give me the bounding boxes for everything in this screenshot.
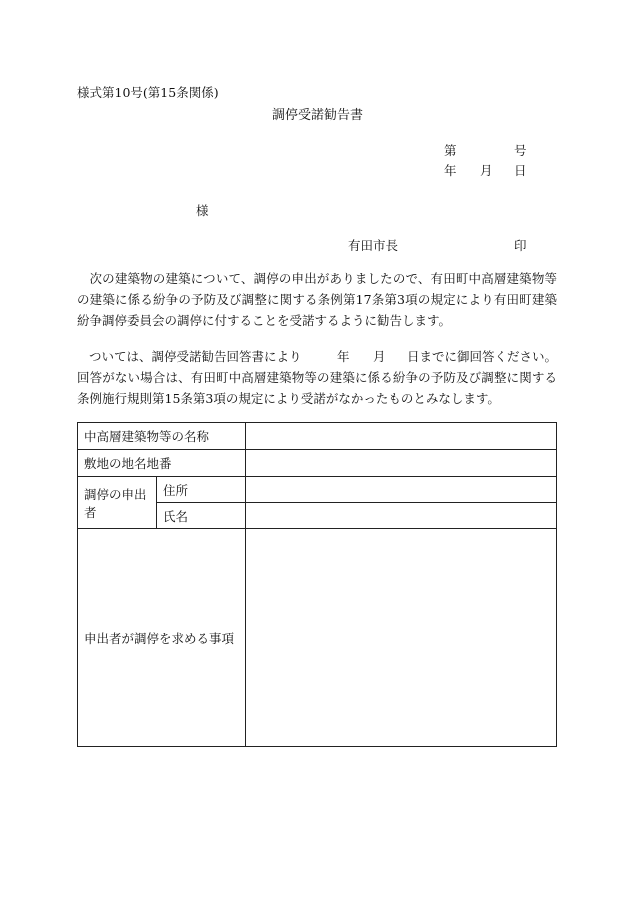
deadline-month: 月 [373,349,386,364]
date-year: 年 [444,163,457,178]
label-applicant: 調停の申出者 [78,477,157,529]
field-requested-matters[interactable] [246,529,557,747]
field-building-name[interactable] [246,423,557,450]
row-requested-matters [78,529,557,747]
field-applicant-name[interactable] [246,503,557,529]
date-day: 日 [514,163,527,178]
paragraph-recommendation: 次の建築物の建築について、調停の申出がありましたので、有田町中高層建築物等の建築に係る紛争の予防及び調整に関する条例第17条第3項の規定により有田町建築紛争調停委員会の調停に付することを受諾するように勧告します。 [77,271,557,328]
building-info-table [77,422,557,747]
document-title: 調停受諾勧告書 [272,108,364,123]
issuer-name: 有田市長 [348,238,399,253]
label-building-name: 中高層建築物等の名称 [78,423,246,450]
deadline-rest: 回答がない場合は、有田町中高層建築物等の建築に係る紛争の予防及び調整に関する条例施行規則第15条第3項の規定により受諾がなかったものとみなします。 [77,370,557,406]
label-site-address: 敷地の地名地番 [78,450,246,477]
form-number: 様式第10号(第15条関係) [77,85,219,100]
doc-number-dai: 第 [444,143,457,158]
field-applicant-address[interactable] [246,477,557,503]
deadline-year: 年 [337,349,350,364]
deadline-tail: 日までに御回答ください。 [407,349,558,364]
label-requested-matters: 申出者が調停を求める事項 [78,529,246,747]
date-month: 月 [480,163,493,178]
deadline-lead: ついては、調停受諾勧告回答書により [89,349,302,364]
row-building-name [78,423,557,450]
doc-number-go: 号 [514,143,527,158]
row-site-address [78,450,557,477]
label-name: 氏名 [157,503,246,529]
paragraph-response-deadline [77,346,557,409]
field-site-address[interactable] [246,450,557,477]
recipient-sama: 様 [196,203,209,218]
label-address: 住所 [157,477,246,503]
row-applicant-address [78,477,557,503]
seal-mark: 印 [514,238,527,253]
